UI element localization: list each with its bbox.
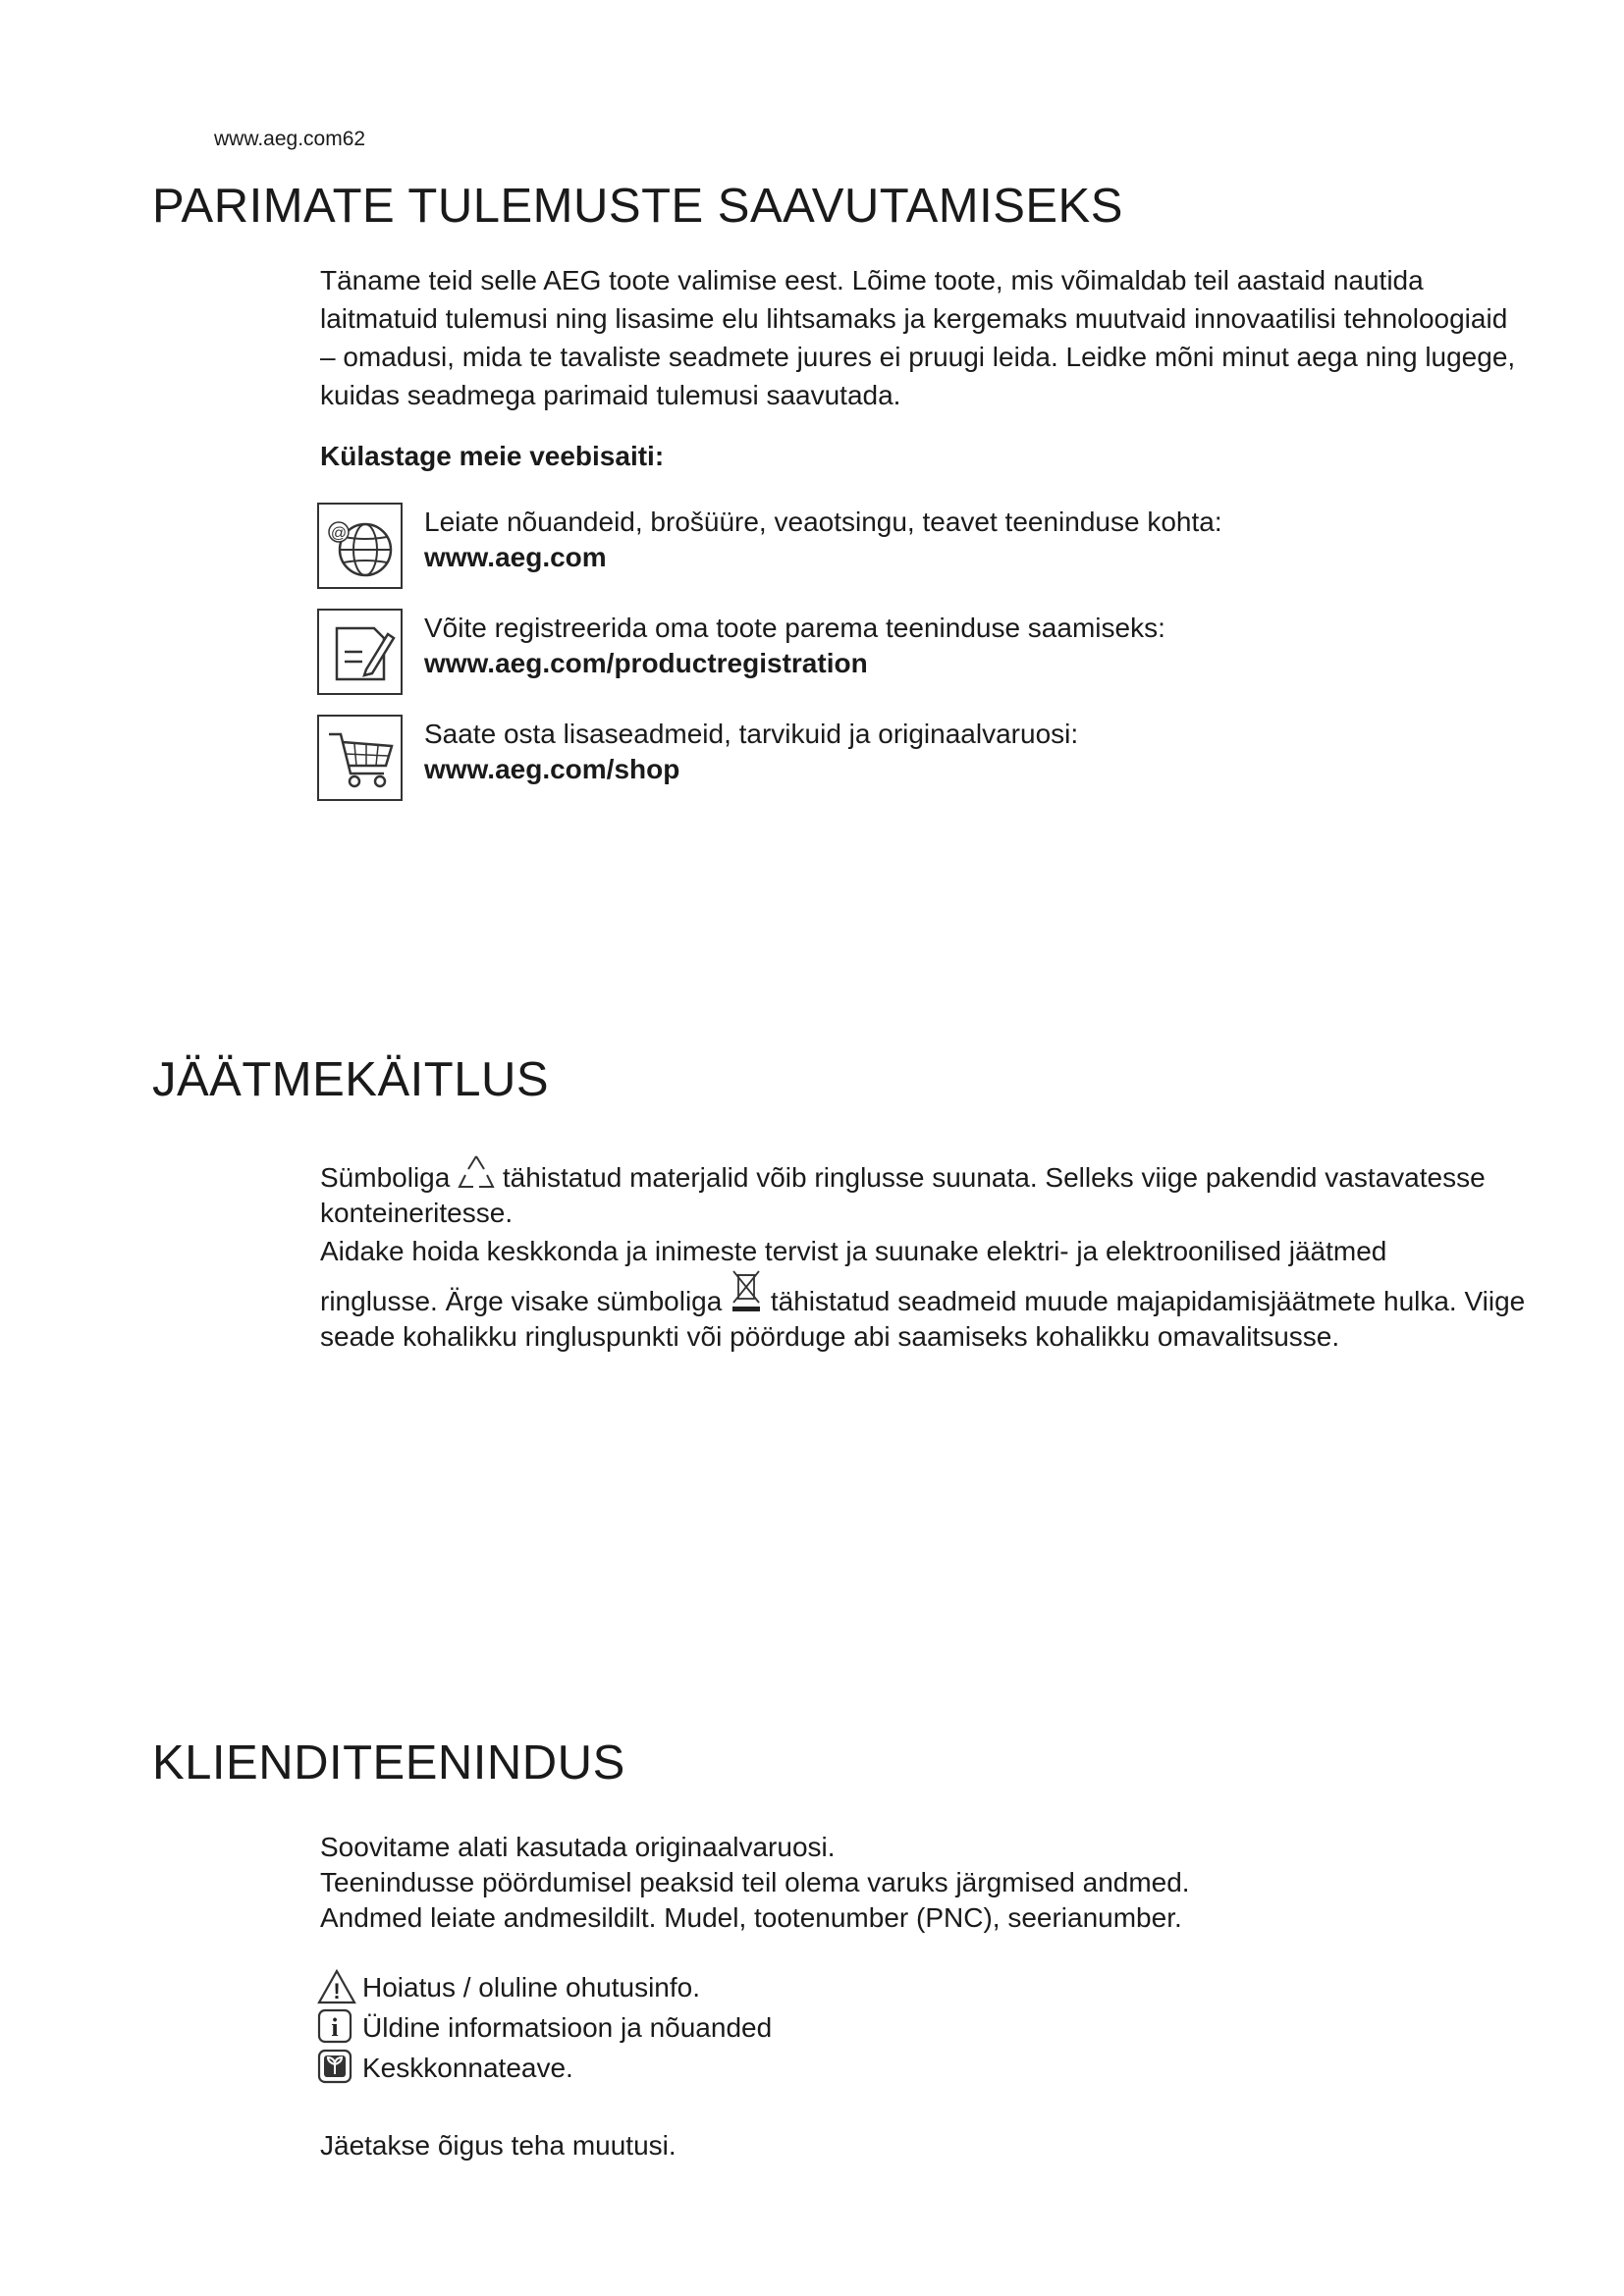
globe-icon [317,503,403,589]
service-line-3: Andmed leiate andmesildilt. Mudel, tootenumber (PNC), seerianumber. [320,1902,1182,1933]
rights-reserved-note: Jäetakse õigus teha muutusi. [320,2130,677,2161]
warning-icon [317,1968,356,2005]
weee-text-before: ringlusse. Ärge visake sümboliga [320,1286,723,1316]
legend-environment-text: Keskkonnateave. [362,2053,573,2083]
section-title-waste-disposal: JÄÄTMEKÄITLUS [152,1053,550,1106]
page-header-url: www.aeg.com62 [214,128,366,150]
link-registration-description: Võite registreerida oma toote parema teeninduse saamiseks: [424,613,1165,643]
svg-text:i: i [331,2013,339,2042]
recycling-paragraph [320,1153,1528,1231]
weee-text-line1: Aidake hoida keskkonda ja inimeste tervist ja suunake elektri- ja elektroonilised jäätmed [320,1236,1387,1266]
link-row-registration [317,609,1544,702]
section-title-customer-service: KLIENDITEENINDUS [152,1736,625,1789]
intro-paragraph: Täname teid selle AEG toote valimise eest. Lõime toote, mis võimaldab teil aastaid nautida laitmatuid tulemusi ning lisasime elu lihtsamaks ja kergemaks muutvaid innovaatilisi tehnoloogiaid – omadusi, mida te tavaliste seadmete juures ei pruugi leida. Leidke mõni minut aega ning lugege, kuidas seadmega parimaid tulemusi saavutada. [320,265,1516,410]
link-row-website [317,503,1544,596]
svg-text:!: ! [333,1979,341,2003]
visit-website-label: Külastage meie veebisaiti: [320,441,665,471]
link-website-url[interactable]: www.aeg.com [424,542,607,572]
recycling-text-after: tähistatud materjalid võib ringlusse suunata. Selleks viige pakendid vastavatesse konteineritesse. [320,1162,1486,1228]
recycle-icon [458,1153,495,1193]
legend-info-text: Üldine informatsioon ja nõuanded [362,2012,773,2043]
info-icon [317,2008,354,2044]
crossed-bin-icon [730,1269,763,1314]
svg-text:@: @ [330,525,348,542]
cart-icon [317,715,403,801]
service-line-1: Soovitame alati kasutada originaalvaruosi. [320,1832,836,1862]
weee-text-after: tähistatud seadmeid muude majapidamisjäätmete hulka. Viige seade kohalikku ringluspunkti või pöörduge abi saamiseks kohalikku omavalitsusse. [320,1286,1526,1352]
environment-icon [317,2049,354,2084]
link-website-description: Leiate nõuandeid, brošüüre, veaotsingu, teavet teeninduse kohta: [424,507,1222,537]
link-registration-url[interactable]: www.aeg.com/productregistration [424,648,868,678]
registration-icon [317,609,403,695]
link-row-shop [317,715,1544,808]
link-shop-url[interactable]: www.aeg.com/shop [424,754,680,784]
legend-warning-text: Hoiatus / oluline ohutusinfo. [362,1972,700,2002]
link-shop-description: Saate osta lisaseadmeid, tarvikuid ja originaalvaruosi: [424,719,1079,749]
service-line-2: Teenindusse pöördumisel peaksid teil olema varuks järgmised andmed. [320,1867,1190,1897]
section-title-best-results: PARIMATE TULEMUSTE SAAVUTAMISEKS [152,180,1123,233]
weee-paragraph [320,1234,1528,1355]
recycling-text-before: Sümboliga [320,1162,451,1193]
